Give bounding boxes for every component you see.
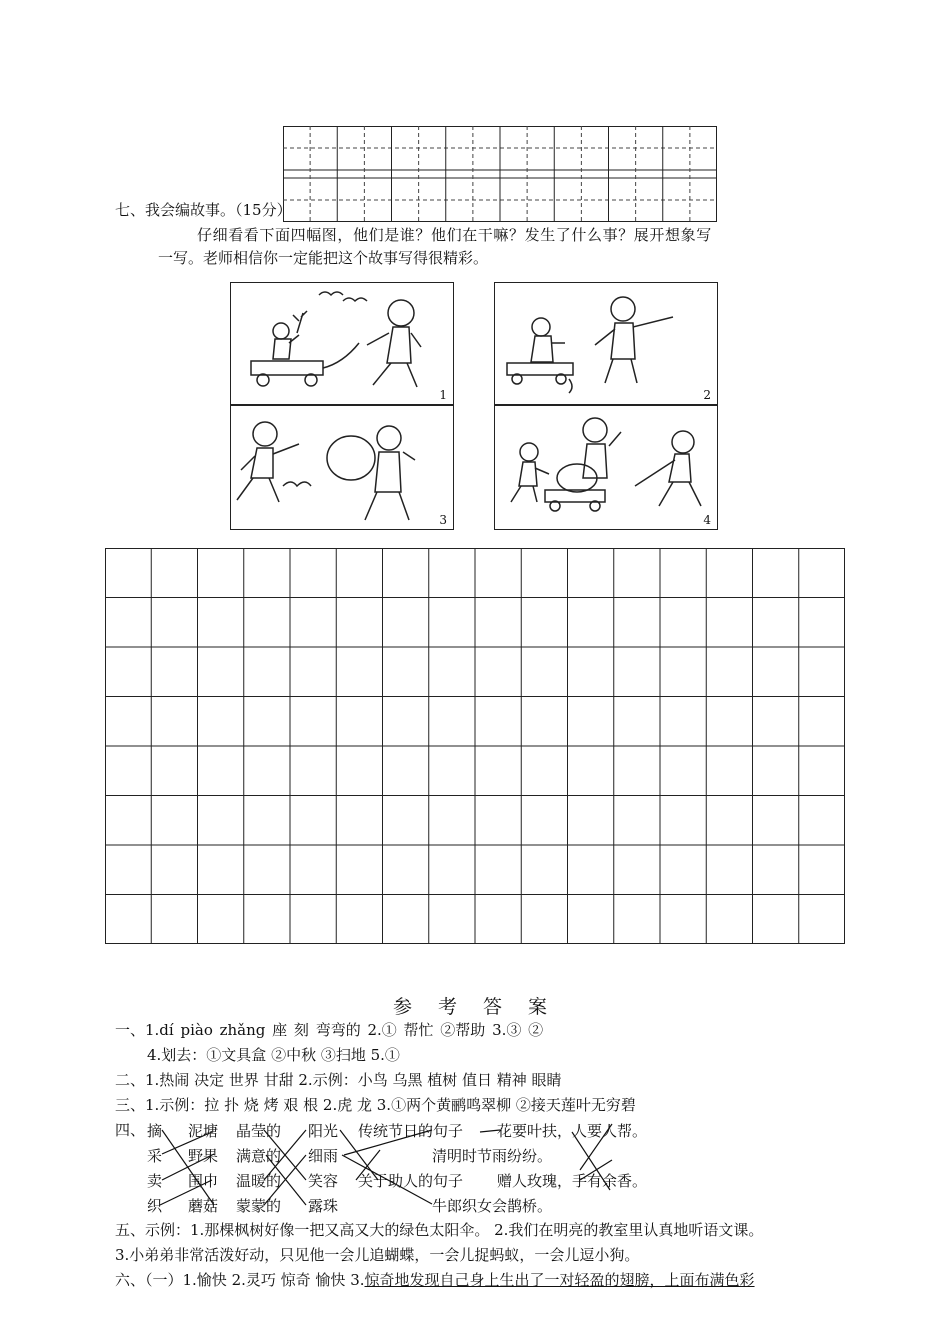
match-item: 关于助人的句子 bbox=[358, 1172, 464, 1190]
match-item: 花要叶扶，人要人帮。 bbox=[497, 1122, 648, 1140]
match-item: 卖 bbox=[147, 1172, 163, 1190]
answers-title: 参 考 答 案 bbox=[392, 996, 558, 1018]
prompt-line-1: 仔细看看下面四幅图，他们是谁？他们在干嘛？发生了什么事？展开想象写 bbox=[197, 226, 712, 244]
match-item: 传统节日的句子 bbox=[358, 1122, 464, 1140]
match-item: 细雨 bbox=[308, 1147, 339, 1165]
match-item: 满意的 bbox=[236, 1147, 282, 1165]
match-item: 温暖的 bbox=[236, 1172, 282, 1190]
match-item: 晶莹的 bbox=[236, 1122, 282, 1140]
section-heading: 七、我会编故事。（15分） bbox=[115, 201, 292, 219]
answer-q5-line2: 3.小弟弟非常活泼好动，只见他一会儿追蝴蝶，一会儿捉蚂蚁，一会儿逗小狗。 bbox=[115, 1246, 640, 1264]
picture-number: 4 bbox=[703, 513, 711, 527]
answer-q6-underlined: 惊奇地发现自己身上生出了一对轻盈的翅膀，上面布满色彩 bbox=[364, 1271, 755, 1289]
picture-number: 1 bbox=[439, 388, 447, 402]
match-item: 野果 bbox=[188, 1147, 219, 1165]
match-item: 露珠 bbox=[308, 1197, 339, 1215]
match-item: 采 bbox=[147, 1147, 163, 1165]
match-item: 笑容 bbox=[308, 1172, 339, 1190]
match-item: 围巾 bbox=[188, 1172, 219, 1190]
match-item: 织 bbox=[147, 1197, 163, 1215]
answer-q2: 二、1.热闹 决定 世界 甘甜 2.示例：小鸟 乌黑 植树 值日 精神 眼睛 bbox=[115, 1071, 562, 1089]
match-item: 泥塘 bbox=[188, 1122, 219, 1140]
match-item: 摘 bbox=[147, 1122, 163, 1140]
match-item: 蒙蒙的 bbox=[236, 1197, 282, 1215]
answer-q5-line1: 五、示例：1.那棵枫树好像一把又高又大的绿色太阳伞。 2.我们在明亮的教室里认真地听语文课。 bbox=[115, 1221, 764, 1239]
answer-q3: 三、1.示例：拉 扑 烧 烤 艰 根 2.虎 龙 3.①两个黄鹂鸣翠柳 ②接天莲叶无穷碧 bbox=[115, 1096, 636, 1114]
answer-q6-prefix: 六、（一）1.愉快 2.灵巧 惊奇 愉快 3. bbox=[115, 1271, 365, 1289]
match-item: 蘑菇 bbox=[188, 1197, 219, 1215]
answer-q1-line2: 4.划去：①文具盒 ②中秋 ③扫地 5.① bbox=[147, 1046, 400, 1064]
picture-number: 3 bbox=[439, 513, 447, 527]
answer-q4-prefix: 四、 bbox=[115, 1121, 146, 1139]
prompt-line-2: 一写。老师相信你一定能把这个故事写得很精彩。 bbox=[158, 249, 489, 267]
match-item: 阳光 bbox=[308, 1122, 339, 1140]
answer-q6 bbox=[115, 1270, 755, 1290]
match-item: 赠人玫瑰，手有余香。 bbox=[497, 1172, 648, 1190]
match-item: 清明时节雨纷纷。 bbox=[432, 1147, 553, 1165]
answer-q1-line1: 一、1.dí piào zhǎng 座 刻 弯弯的 2.① 帮忙 ②帮助 3.③ ② bbox=[115, 1021, 544, 1039]
picture-number: 2 bbox=[703, 388, 711, 402]
match-item: 牛郎织女会鹊桥。 bbox=[432, 1197, 553, 1215]
